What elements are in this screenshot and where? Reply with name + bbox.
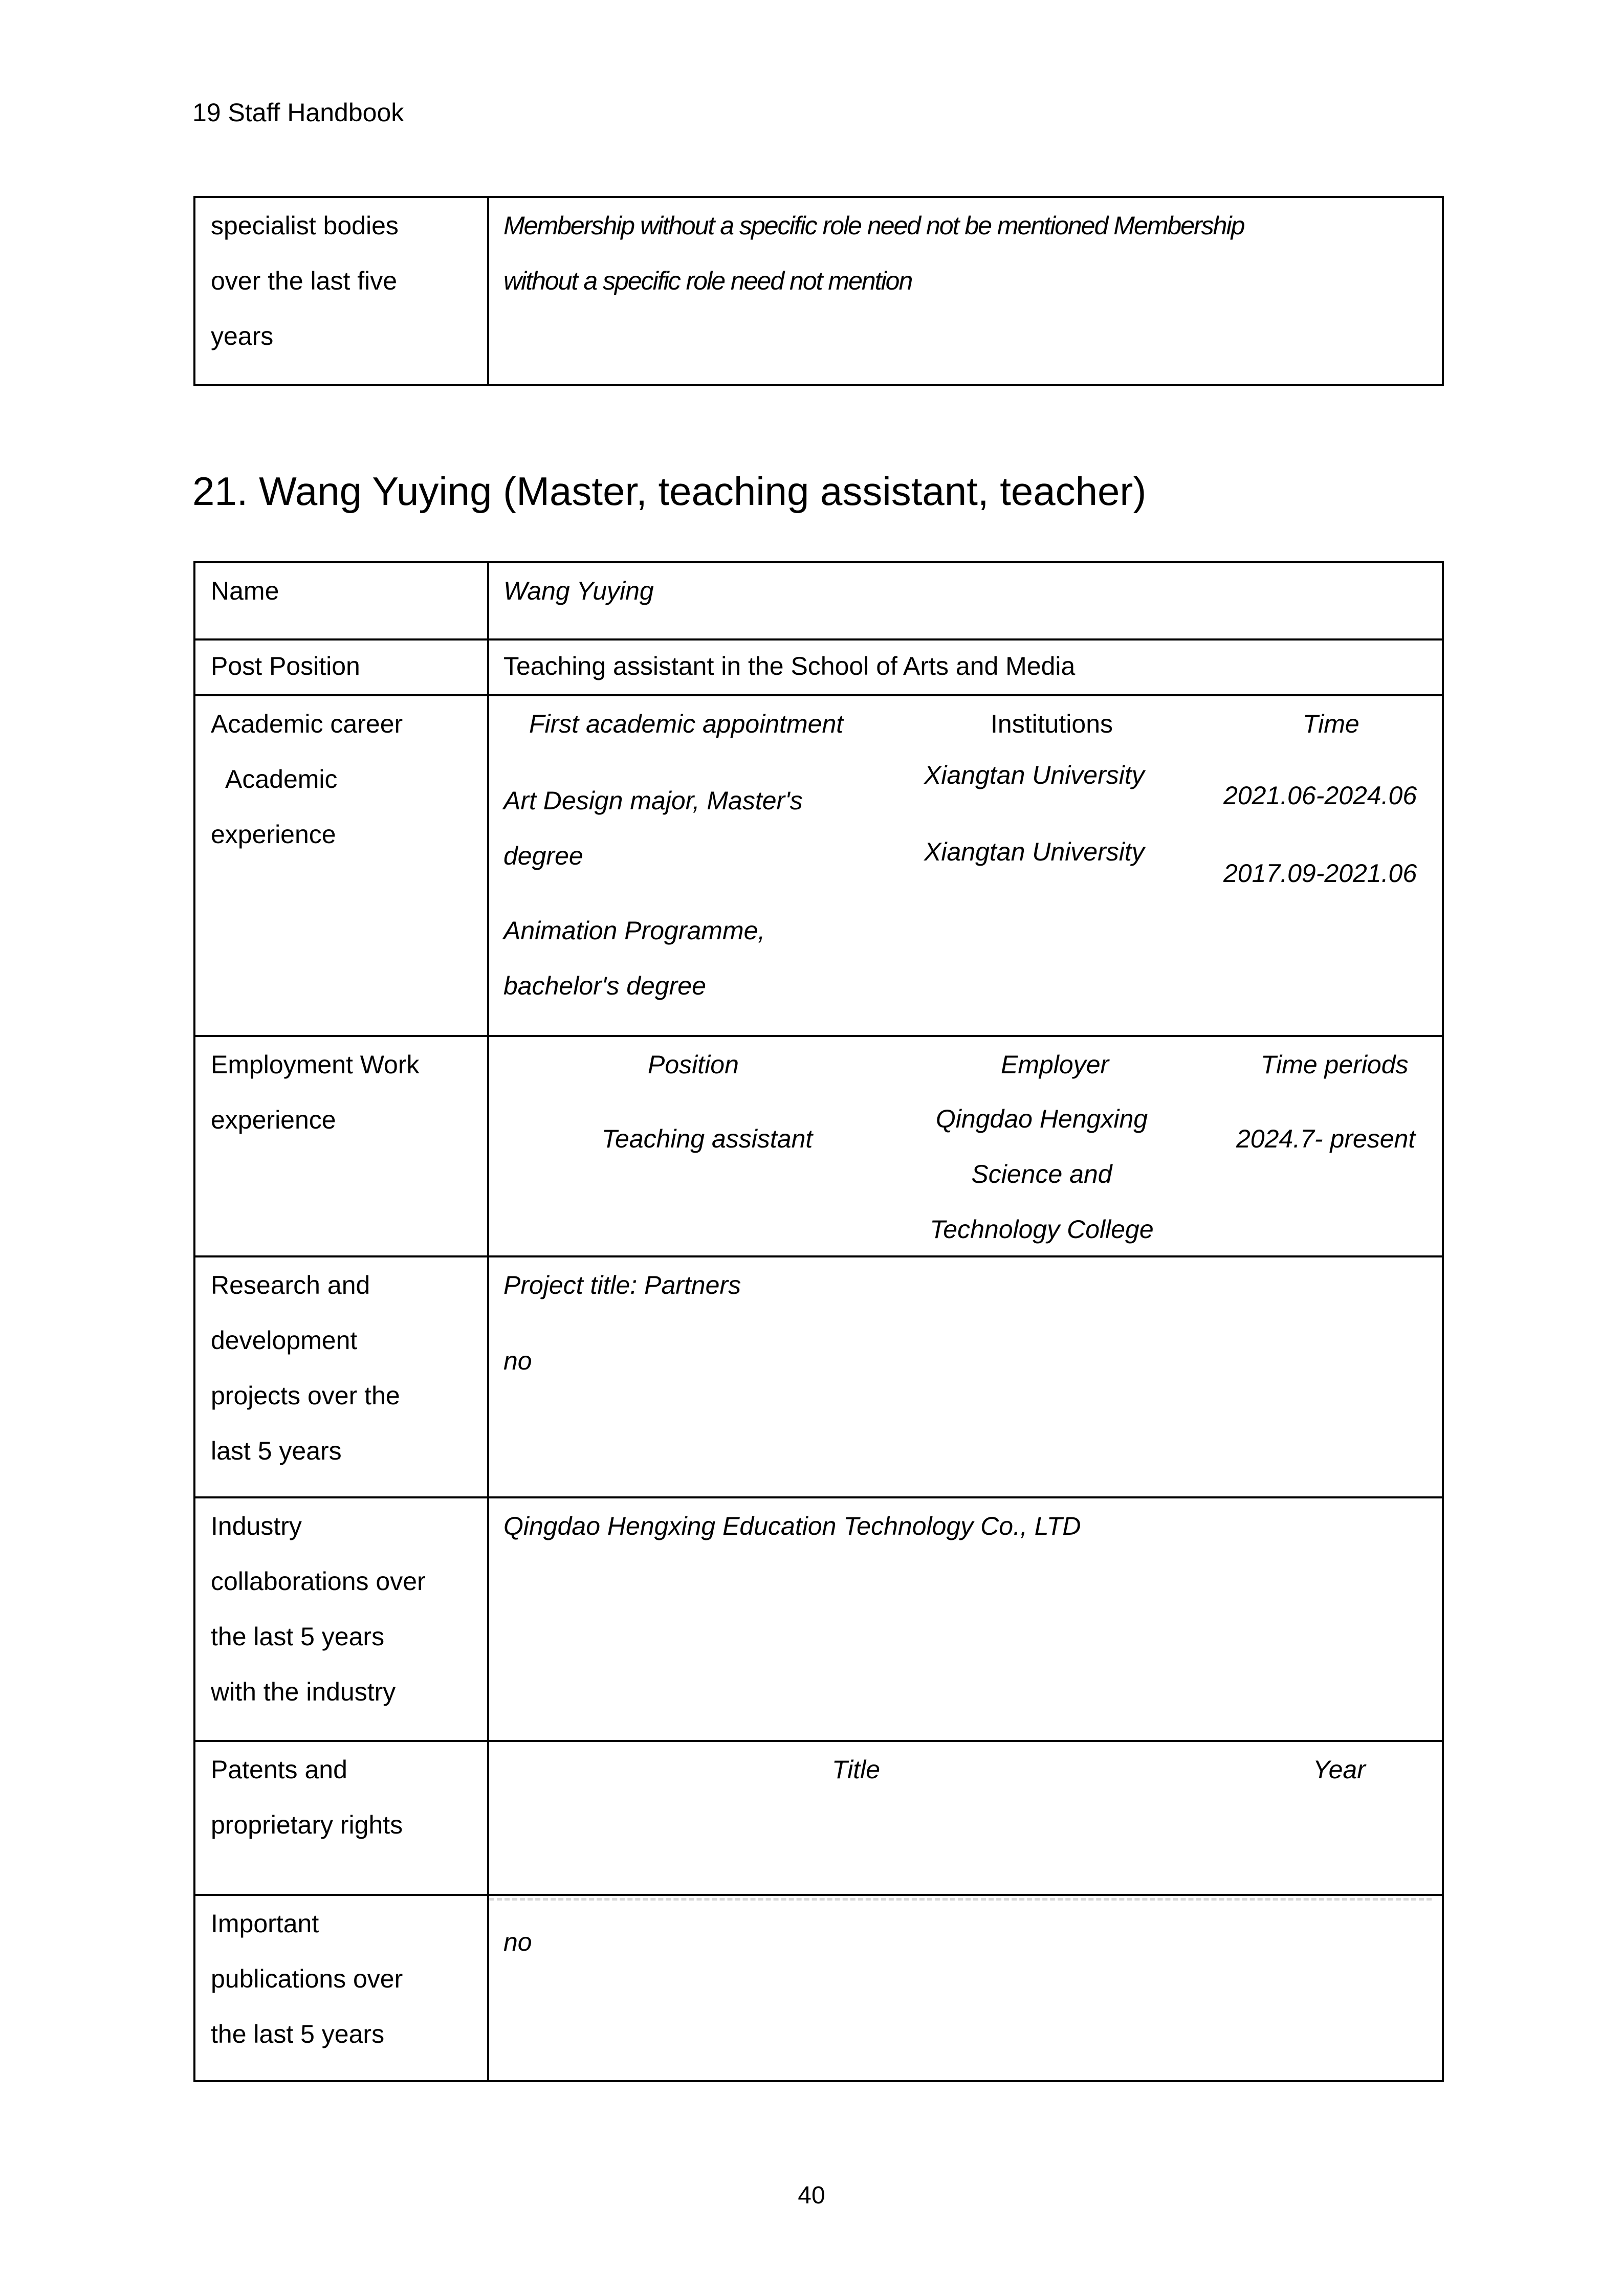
label-line: Academic career [211, 710, 403, 738]
label-line: last 5 years [211, 1437, 342, 1465]
label-line: projects over the [211, 1381, 400, 1410]
patents-value [488, 1741, 1443, 1895]
employer-line: Science and [971, 1160, 1112, 1188]
label-line: Important [211, 1909, 319, 1938]
position-value: Teaching assistant [602, 1124, 813, 1153]
col-header-position: Position [648, 1050, 739, 1079]
institution-value: Xiangtan University [924, 837, 1145, 866]
label-line: specialist bodies [211, 211, 399, 240]
project-title: Project title: Partners [503, 1271, 741, 1299]
section-heading: 21. Wang Yuying (Master, teaching assistant, teacher) [192, 469, 1147, 514]
row-industry-collaborations [194, 1497, 1443, 1741]
research-value [488, 1256, 1443, 1497]
institution-value: Xiangtan University [924, 761, 1145, 789]
label-line: development [211, 1326, 358, 1355]
dashed-divider [489, 1898, 1432, 1901]
row-academic-career [194, 695, 1443, 1036]
label-line: over the last five [211, 267, 398, 295]
running-header: 19 Staff Handbook [192, 98, 404, 127]
label-line: publications over [211, 1964, 403, 1993]
industry-value: Qingdao Hengxing Education Technology Co., LTD [488, 1497, 1443, 1741]
employer-line: Qingdao Hengxing [935, 1105, 1148, 1133]
patents-label [194, 1741, 488, 1895]
appointment-line: bachelor's degree [503, 972, 706, 1000]
col-header-year: Year [1313, 1755, 1366, 1784]
row-research-projects [194, 1256, 1443, 1497]
appointment-line: Animation Programme, [503, 916, 765, 945]
employer-value [898, 1091, 1185, 1257]
label-line: Research and [211, 1271, 370, 1299]
appointment-line: Art Design major, Master's [503, 786, 803, 815]
academic-label [194, 695, 488, 1036]
research-label [194, 1256, 488, 1497]
post-value: Teaching assistant in the School of Arts and Media [488, 639, 1443, 695]
label-line: the last 5 years [211, 2020, 385, 2048]
label-line: the last 5 years [211, 1622, 385, 1651]
label-line: Employment Work [211, 1050, 420, 1079]
staff-profile-table [193, 561, 1444, 2082]
col-header-title: Title [832, 1755, 881, 1784]
col-header-appointment: First academic appointment [529, 710, 844, 738]
label-line: collaborations over [211, 1567, 426, 1596]
row-publications [194, 1895, 1443, 2081]
publications-status: no [503, 1928, 532, 1956]
row-post-position [194, 639, 1443, 695]
industry-label [194, 1497, 488, 1741]
label-line: experience [211, 1106, 336, 1134]
label-line: experience [211, 820, 336, 849]
label-line: Patents and [211, 1755, 347, 1784]
time-value: 2017.09-2021.06 [1223, 859, 1417, 888]
row-employment [194, 1036, 1443, 1256]
name-value: Wang Yuying [488, 562, 1443, 639]
publications-label [194, 1895, 488, 2081]
name-label: Name [194, 562, 488, 639]
col-header-institutions: Institutions [991, 710, 1113, 738]
employment-value [488, 1036, 1443, 1256]
row-patents [194, 1741, 1443, 1895]
label-line: Academic [225, 765, 338, 793]
table-row [194, 197, 1443, 385]
page-number: 40 [798, 2182, 825, 2209]
post-label: Post Position [194, 639, 488, 695]
label-line: with the industry [211, 1677, 396, 1706]
research-status: no [503, 1346, 532, 1375]
label-line: Industry [211, 1512, 302, 1540]
time-value: 2021.06-2024.06 [1223, 781, 1417, 810]
row-name [194, 562, 1443, 639]
col-header-time-periods: Time periods [1261, 1050, 1409, 1079]
employment-label [194, 1036, 488, 1256]
label-line: years [211, 322, 274, 350]
continued-table [193, 196, 1444, 386]
employer-line: Technology College [930, 1215, 1154, 1244]
row-value [488, 197, 1443, 385]
col-header-employer: Employer [1001, 1050, 1109, 1079]
col-header-time: Time [1303, 710, 1359, 738]
row-label [194, 197, 488, 385]
publications-value [488, 1895, 1443, 2081]
appointment-line: degree [503, 842, 583, 870]
label-line: proprietary rights [211, 1811, 403, 1839]
academic-value [488, 695, 1443, 1036]
time-period-value: 2024.7- present [1236, 1124, 1416, 1153]
value-line: without a specific role need not mention [503, 267, 912, 295]
value-line: Membership without a specific role need not be mentioned Membership [503, 211, 1244, 240]
